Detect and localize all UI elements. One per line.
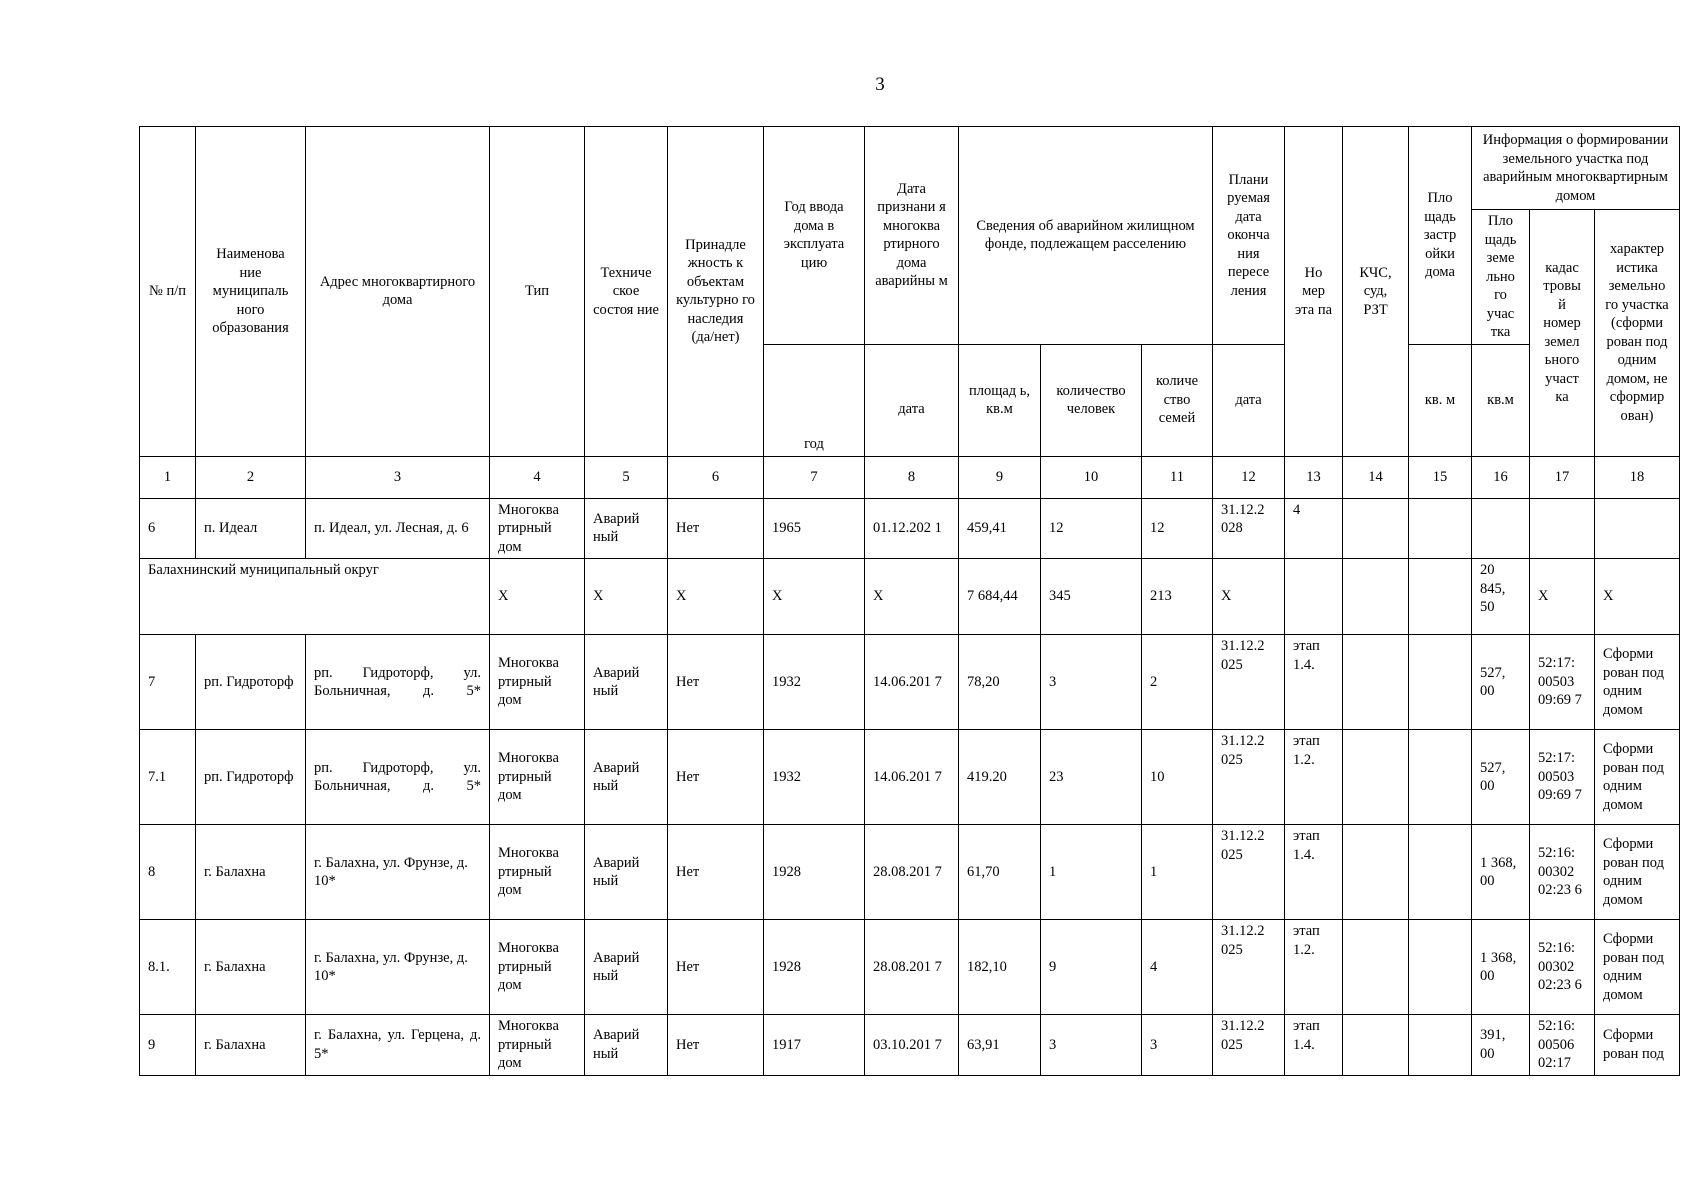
cell-area: 78,20 [959, 635, 1041, 730]
col-num: 10 [1041, 456, 1142, 498]
cell-municipality: г. Балахна [196, 920, 306, 1015]
cell-municipality: г. Балахна [196, 825, 306, 920]
cell-date: 28.08.201 7 [865, 825, 959, 920]
col-num: 15 [1409, 456, 1472, 498]
cell-heritage: Нет [668, 825, 764, 920]
cell-kchs [1343, 498, 1409, 559]
col-num: 2 [196, 456, 306, 498]
cell-heritage: Нет [668, 920, 764, 1015]
header-people-unit: количество человек [1041, 344, 1142, 456]
header-building-area: Пло щадь застр ойки дома [1409, 127, 1472, 345]
col-num: 9 [959, 456, 1041, 498]
cell-kchs [1343, 635, 1409, 730]
header-type: Тип [490, 127, 585, 457]
col-num: 3 [306, 456, 490, 498]
cell-year: 1932 [764, 730, 865, 825]
cell-area: 63,91 [959, 1015, 1041, 1076]
col-num: 11 [1142, 456, 1213, 498]
header-commission-year: Год ввода дома в эксплуата цию [764, 127, 865, 345]
cell-people: 1 [1041, 825, 1142, 920]
cell-cadastral [1530, 498, 1595, 559]
cell-year: X [764, 559, 865, 635]
cell-kchs [1343, 920, 1409, 1015]
header-land-area-unit: кв.м [1472, 344, 1530, 456]
cell-land-area: 391, 00 [1472, 1015, 1530, 1076]
cell-stage: этап 1.4. [1285, 825, 1343, 920]
cell-no: 8 [140, 825, 196, 920]
cell-land-area: 20 845, 50 [1472, 559, 1530, 635]
cell-families: 2 [1142, 635, 1213, 730]
cell-state: X [585, 559, 668, 635]
cell-type: Многоква ртирный дом [490, 1015, 585, 1076]
cell-building-area [1409, 559, 1472, 635]
section-title: Балахнинский муниципальный округ [140, 559, 490, 635]
cell-land-char: Сформи рован под [1595, 1015, 1680, 1076]
cell-municipality: рп. Гидроторф [196, 635, 306, 730]
table-row [140, 825, 1680, 920]
cell-land-char: Сформи рован под одним домом [1595, 825, 1680, 920]
cell-families: 10 [1142, 730, 1213, 825]
col-num: 16 [1472, 456, 1530, 498]
cell-plan-date: 31.12.2 025 [1213, 825, 1285, 920]
cell-kchs [1343, 559, 1409, 635]
cell-cadastral: 52:17: 00503 09:69 7 [1530, 635, 1595, 730]
cell-stage: этап 1.2. [1285, 730, 1343, 825]
header-tech-state: Техниче ское состоя ние [585, 127, 668, 457]
section-row [140, 559, 1680, 635]
cell-heritage: Нет [668, 635, 764, 730]
cell-date: 14.06.201 7 [865, 635, 959, 730]
cell-land-area: 527, 00 [1472, 635, 1530, 730]
header-stage: Но мер эта па [1285, 127, 1343, 457]
cell-state: Аварий ный [585, 635, 668, 730]
column-number-row [140, 456, 1680, 498]
cell-no: 9 [140, 1015, 196, 1076]
col-num: 5 [585, 456, 668, 498]
cell-building-area [1409, 825, 1472, 920]
cell-no: 7 [140, 635, 196, 730]
cell-cadastral: 52:16: 00506 02:17 [1530, 1015, 1595, 1076]
cell-families: 4 [1142, 920, 1213, 1015]
cell-municipality: г. Балахна [196, 1015, 306, 1076]
cell-families: 1 [1142, 825, 1213, 920]
cell-address: п. Идеал, ул. Лесная, д. 6 [306, 498, 490, 559]
cell-families: 3 [1142, 1015, 1213, 1076]
header-plan-date-unit: дата [1213, 344, 1285, 456]
header-area-unit: площад ь, кв.м [959, 344, 1041, 456]
header-date-unit: дата [865, 344, 959, 456]
cell-people: 3 [1041, 635, 1142, 730]
header-land-area: Пло щадь земе льно го учас тка [1472, 210, 1530, 345]
cell-cadastral: 52:16: 00302 02:23 6 [1530, 825, 1595, 920]
cell-land-area: 1 368, 00 [1472, 825, 1530, 920]
cell-kchs [1343, 825, 1409, 920]
table-row [140, 730, 1680, 825]
col-num: 18 [1595, 456, 1680, 498]
cell-address: рп. Гидроторф, ул. Больничная, д. 5* [306, 635, 490, 730]
cell-area: 7 684,44 [959, 559, 1041, 635]
header-building-area-unit: кв. м [1409, 344, 1472, 456]
cell-stage: 4 [1285, 498, 1343, 559]
cell-municipality: п. Идеал [196, 498, 306, 559]
cell-people: 23 [1041, 730, 1142, 825]
header-families-unit: количе ство семей [1142, 344, 1213, 456]
header-land-info: Информация о формировании земельного участка под аварийным многоквартирным домом [1472, 127, 1680, 210]
cell-land-char: Сформи рован под одним домом [1595, 635, 1680, 730]
col-num: 8 [865, 456, 959, 498]
cell-area: 419.20 [959, 730, 1041, 825]
cell-date: 01.12.202 1 [865, 498, 959, 559]
cell-address: г. Балахна, ул. Фрунзе, д. 10* [306, 825, 490, 920]
header-year-unit: год [764, 344, 865, 456]
cell-land-area [1472, 498, 1530, 559]
cell-date: 03.10.201 7 [865, 1015, 959, 1076]
cell-type: Многоква ртирный дом [490, 920, 585, 1015]
table-row [140, 920, 1680, 1015]
cell-state: Аварий ный [585, 730, 668, 825]
cell-year: 1928 [764, 920, 865, 1015]
header-address: Адрес многоквартирного дома [306, 127, 490, 457]
cell-building-area [1409, 730, 1472, 825]
header-cadastral: кадас тровы й номер земел ьного участ ка [1530, 210, 1595, 457]
cell-address: г. Балахна, ул. Фрунзе, д. 10* [306, 920, 490, 1015]
header-no: № п/п [140, 127, 196, 457]
header-land-char: характер истика земельно го участка (сформи рован под одним домом, не сформир ован) [1595, 210, 1680, 457]
cell-stage: этап 1.4. [1285, 635, 1343, 730]
col-num: 1 [140, 456, 196, 498]
cell-date: 28.08.201 7 [865, 920, 959, 1015]
cell-heritage: Нет [668, 498, 764, 559]
cell-building-area [1409, 498, 1472, 559]
cell-heritage: X [668, 559, 764, 635]
cell-heritage: Нет [668, 1015, 764, 1076]
header-emergency-fund: Сведения об аварийном жилищном фонде, подлежащем расселению [959, 127, 1213, 345]
cell-year: 1928 [764, 825, 865, 920]
col-num: 6 [668, 456, 764, 498]
cell-cadastral: 52:17: 00503 09:69 7 [1530, 730, 1595, 825]
cell-no: 7.1 [140, 730, 196, 825]
cell-land-char: Сформи рован под одним домом [1595, 730, 1680, 825]
cell-type: Многоква ртирный дом [490, 635, 585, 730]
cell-families: 213 [1142, 559, 1213, 635]
col-num: 12 [1213, 456, 1285, 498]
cell-date: X [865, 559, 959, 635]
cell-land-char: Сформи рован под одним домом [1595, 920, 1680, 1015]
cell-stage: этап 1.4. [1285, 1015, 1343, 1076]
page-number: 3 [875, 74, 885, 95]
cell-land-area: 1 368, 00 [1472, 920, 1530, 1015]
col-num: 13 [1285, 456, 1343, 498]
cell-land-area: 527, 00 [1472, 730, 1530, 825]
cell-state: Аварий ный [585, 498, 668, 559]
cell-heritage: Нет [668, 730, 764, 825]
cell-kchs [1343, 1015, 1409, 1076]
cell-state: Аварий ный [585, 825, 668, 920]
cell-date: 14.06.201 7 [865, 730, 959, 825]
cell-no: 8.1. [140, 920, 196, 1015]
cell-people: 12 [1041, 498, 1142, 559]
cell-building-area [1409, 920, 1472, 1015]
cell-land-char: X [1595, 559, 1680, 635]
cell-area: 182,10 [959, 920, 1041, 1015]
table-row [140, 635, 1680, 730]
cell-no: 6 [140, 498, 196, 559]
cell-plan-date: 31.12.2 025 [1213, 730, 1285, 825]
col-num: 14 [1343, 456, 1409, 498]
cell-year: 1917 [764, 1015, 865, 1076]
col-num: 17 [1530, 456, 1595, 498]
header-municipality: Наименова ние муниципаль ного образования [196, 127, 306, 457]
cell-kchs [1343, 730, 1409, 825]
cell-people: 345 [1041, 559, 1142, 635]
cell-cadastral: 52:16: 00302 02:23 6 [1530, 920, 1595, 1015]
cell-address: рп. Гидроторф, ул. Больничная, д. 5* [306, 730, 490, 825]
cell-building-area [1409, 1015, 1472, 1076]
cell-area: 459,41 [959, 498, 1041, 559]
table-row [140, 1015, 1680, 1076]
header-recognition-date: Дата признани я многоква ртирного дома аварийны м [865, 127, 959, 345]
cell-people: 9 [1041, 920, 1142, 1015]
header-planned-date: Плани руемая дата оконча ния пересе ления [1213, 127, 1285, 345]
cell-building-area [1409, 635, 1472, 730]
cell-plan-date: 31.12.2 028 [1213, 498, 1285, 559]
cell-state: Аварий ный [585, 920, 668, 1015]
cell-year: 1965 [764, 498, 865, 559]
cell-stage [1285, 559, 1343, 635]
cell-type: Многоква ртирный дом [490, 825, 585, 920]
header-row-1 [140, 127, 1680, 210]
cell-plan-date: 31.12.2 025 [1213, 1015, 1285, 1076]
col-num: 7 [764, 456, 865, 498]
col-num: 4 [490, 456, 585, 498]
cell-cadastral: X [1530, 559, 1595, 635]
cell-plan-date: 31.12.2 025 [1213, 635, 1285, 730]
cell-address: г. Балахна, ул. Герцена, д. 5* [306, 1015, 490, 1076]
cell-year: 1932 [764, 635, 865, 730]
cell-state: Аварий ный [585, 1015, 668, 1076]
cell-people: 3 [1041, 1015, 1142, 1076]
cell-type: Многоква ртирный дом [490, 730, 585, 825]
table-row [140, 498, 1680, 559]
cell-stage: этап 1.2. [1285, 920, 1343, 1015]
cell-plan-date: 31.12.2 025 [1213, 920, 1285, 1015]
cell-type: Многоква ртирный дом [490, 498, 585, 559]
emergency-housing-table [139, 126, 1680, 1076]
header-heritage: Принадле жность к объектам культурно го наследия (да/нет) [668, 127, 764, 457]
cell-families: 12 [1142, 498, 1213, 559]
header-kchs: КЧС, суд, РЗТ [1343, 127, 1409, 457]
cell-area: 61,70 [959, 825, 1041, 920]
cell-municipality: рп. Гидроторф [196, 730, 306, 825]
cell-plan-date: X [1213, 559, 1285, 635]
cell-land-char [1595, 498, 1680, 559]
cell-type: X [490, 559, 585, 635]
